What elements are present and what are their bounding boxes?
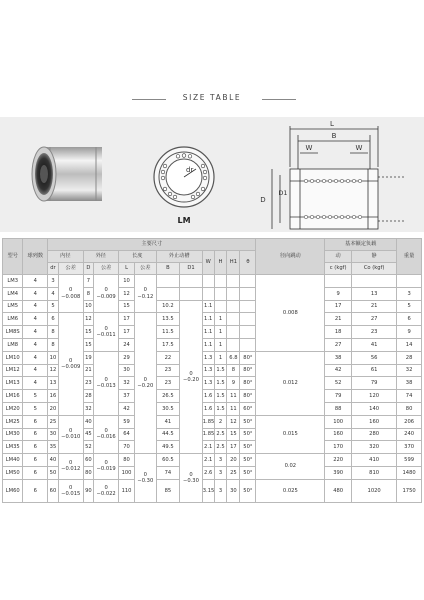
cell-h: 1.5 <box>214 390 227 403</box>
cell-model: LM60 <box>3 479 23 502</box>
cell-static-load: 140 <box>352 402 397 415</box>
cell-length: 37 <box>118 390 134 403</box>
header-main-dimensions: 主要尺寸 <box>48 239 256 251</box>
cell-model: LM40 <box>3 454 23 467</box>
cell-h: 2.5 <box>214 441 227 454</box>
cell-w: 2.6 <box>202 466 214 479</box>
size-table-heading <box>0 93 424 105</box>
cell-h: 2.5 <box>214 428 227 441</box>
cell-dynamic-load: 480 <box>325 479 352 502</box>
cell-dynamic-load: 170 <box>325 441 352 454</box>
cell-h1: 6.8 <box>227 351 240 364</box>
cell-ball-rows: 6 <box>23 454 48 467</box>
cell-h1 <box>227 275 240 288</box>
cell-ball-rows: 4 <box>23 300 48 313</box>
cell-h1: 20 <box>227 454 240 467</box>
header-basic-load: 基本额定负载 <box>325 239 397 251</box>
cell-radial-clearance: 0.015 <box>256 415 325 453</box>
cell-weight: 80 <box>397 402 422 415</box>
cell-weight: 38 <box>397 377 422 390</box>
header-d: D <box>83 263 94 275</box>
cell-b: 23 <box>156 364 180 377</box>
size-table <box>2 238 422 503</box>
cell-outer-d: 80 <box>83 466 94 479</box>
cell-weight <box>397 275 422 288</box>
cell-h1 <box>227 287 240 300</box>
header-theta: θ <box>240 251 256 275</box>
cell-b: 60.5 <box>156 454 180 467</box>
table-row <box>3 454 422 467</box>
cell-radial-clearance: 0.02 <box>256 454 325 480</box>
header-row-groups <box>3 251 422 263</box>
cell-outer-d: 32 <box>83 402 94 415</box>
cell-dynamic-load: 9 <box>325 287 352 300</box>
cell-w: 1.3 <box>202 351 214 364</box>
cell-ball-rows: 4 <box>23 338 48 351</box>
header-w: W <box>202 251 214 275</box>
cell-ball-rows: 4 <box>23 326 48 339</box>
cell-weight: 5 <box>397 300 422 313</box>
cell-weight: 206 <box>397 415 422 428</box>
cell-dr: 12 <box>48 364 59 377</box>
cell-ball-rows: 4 <box>23 364 48 377</box>
cell-length: 42 <box>118 402 134 415</box>
cell-model: LM8 <box>3 338 23 351</box>
cell-dr: 35 <box>48 441 59 454</box>
header-h1: H1 <box>227 251 240 275</box>
header-outer-diameter: 外径 <box>83 251 118 263</box>
cell-weight: 6 <box>397 313 422 326</box>
cell-length: 59 <box>118 415 134 428</box>
cell-theta: 50° <box>240 466 256 479</box>
cell-static-load: 23 <box>352 326 397 339</box>
cell-w: 1.6 <box>202 402 214 415</box>
cell-b: 41 <box>156 415 180 428</box>
cell-model: LM20 <box>3 402 23 415</box>
cell-length: 80 <box>118 454 134 467</box>
cell-b <box>156 287 180 300</box>
cell-dr-tolerance: 0 −0.012 <box>58 454 83 480</box>
cell-h1: 11 <box>227 402 240 415</box>
cell-b: 74 <box>156 466 180 479</box>
cell-h1: 8 <box>227 364 240 377</box>
cell-dynamic-load: 38 <box>325 351 352 364</box>
cell-length: 110 <box>118 479 134 502</box>
cell-outer-d: 90 <box>83 479 94 502</box>
cell-length: 64 <box>118 428 134 441</box>
cell-h: 1 <box>214 326 227 339</box>
cell-outer-d: 7 <box>83 275 94 288</box>
cell-dr: 40 <box>48 454 59 467</box>
cell-outer-d: 45 <box>83 428 94 441</box>
w-dimension-label-left: W <box>305 144 313 152</box>
cell-static-load: 21 <box>352 300 397 313</box>
cell-ball-rows: 6 <box>23 466 48 479</box>
cell-weight: 370 <box>397 441 422 454</box>
cell-b: 49.5 <box>156 441 180 454</box>
cell-length: 70 <box>118 441 134 454</box>
cell-dr: 10 <box>48 351 59 364</box>
cell-w: 1.85 <box>202 428 214 441</box>
cell-dr: 25 <box>48 415 59 428</box>
cell-h: 3 <box>214 454 227 467</box>
cell-length: 12 <box>118 287 134 300</box>
d1-dimension-label: D1 <box>278 189 288 197</box>
cell-theta: 50° <box>240 454 256 467</box>
cell-b: 22 <box>156 351 180 364</box>
cell-dr: 50 <box>48 466 59 479</box>
cell-b: 30.5 <box>156 402 180 415</box>
cell-h1 <box>227 326 240 339</box>
cell-model: LM3 <box>3 275 23 288</box>
cell-dynamic-load: 27 <box>325 338 352 351</box>
heading-rule-right <box>262 99 296 100</box>
cell-weight: 1480 <box>397 466 422 479</box>
size-table-body <box>3 239 422 503</box>
cell-h1: 12 <box>227 415 240 428</box>
cell-static-load: 280 <box>352 428 397 441</box>
cell-weight: 240 <box>397 428 422 441</box>
cell-dr-tolerance: 0 −0.010 <box>58 415 83 453</box>
cell-d-tolerance: 0 −0.019 <box>94 454 119 480</box>
cell-h1: 9 <box>227 377 240 390</box>
cell-w: 1.1 <box>202 313 214 326</box>
cell-length: 15 <box>118 300 134 313</box>
bearing-diagram-band <box>0 117 424 232</box>
header-radial-clearance: 径向跳动 <box>256 239 325 275</box>
cell-ball-rows: 6 <box>23 415 48 428</box>
cell-h: 1 <box>214 351 227 364</box>
cell-outer-d: 40 <box>83 415 94 428</box>
cell-h1: 25 <box>227 466 240 479</box>
cell-ball-rows: 6 <box>23 441 48 454</box>
cell-w: 2.1 <box>202 454 214 467</box>
cell-theta <box>240 287 256 300</box>
cell-theta <box>240 275 256 288</box>
cell-w: 1.3 <box>202 377 214 390</box>
bearing-profile-drawing-icon <box>272 126 404 229</box>
b-dimension-label: B <box>331 132 337 140</box>
cell-length: 24 <box>118 338 134 351</box>
cell-static-load: 320 <box>352 441 397 454</box>
cell-theta: 50° <box>240 441 256 454</box>
cell-ball-rows: 4 <box>23 313 48 326</box>
cell-weight: 32 <box>397 364 422 377</box>
cell-dr: 4 <box>48 287 59 300</box>
header-retaining-ring: 外止动槽 <box>156 251 202 263</box>
cell-length: 10 <box>118 275 134 288</box>
header-l-tolerance: 公差 <box>135 263 156 275</box>
cell-model: LM6 <box>3 313 23 326</box>
cell-w: 1.3 <box>202 364 214 377</box>
cell-b: 44.5 <box>156 428 180 441</box>
cell-h1: 30 <box>227 479 240 502</box>
cell-theta: 50° <box>240 428 256 441</box>
cell-h <box>214 275 227 288</box>
d-dimension-label: D <box>260 196 266 204</box>
cell-model: LM4 <box>3 287 23 300</box>
cell-outer-d: 19 <box>83 351 94 364</box>
cell-h: 1 <box>214 313 227 326</box>
table-row <box>3 275 422 288</box>
cell-h: 1.5 <box>214 377 227 390</box>
cell-model: LM16 <box>3 390 23 403</box>
cell-model: LM30 <box>3 428 23 441</box>
bearing-photo-icon <box>32 147 102 201</box>
cell-theta <box>240 300 256 313</box>
cell-model: LM50 <box>3 466 23 479</box>
cell-dynamic-load: 100 <box>325 415 352 428</box>
cell-weight: 599 <box>397 454 422 467</box>
cell-h1 <box>227 300 240 313</box>
cell-weight: 14 <box>397 338 422 351</box>
cell-w: 2.1 <box>202 441 214 454</box>
page-title: SIZE TABLE <box>182 93 242 102</box>
cell-weight: 28 <box>397 351 422 364</box>
cell-h1 <box>227 313 240 326</box>
cell-d-tolerance: 0 −0.013 <box>94 351 119 415</box>
cell-b: 85 <box>156 479 180 502</box>
cell-dr: 5 <box>48 300 59 313</box>
cell-length: 32 <box>118 377 134 390</box>
cell-outer-d: 8 <box>83 287 94 300</box>
cell-l-tolerance: 0 −0.30 <box>135 454 156 503</box>
cell-model: LM35 <box>3 441 23 454</box>
cell-ball-rows: 6 <box>23 428 48 441</box>
header-dynamic: 动 <box>325 251 352 263</box>
cell-dr: 60 <box>48 479 59 502</box>
cell-w: 1.6 <box>202 390 214 403</box>
cell-h1: 11 <box>227 390 240 403</box>
cell-w: 1.1 <box>202 300 214 313</box>
cell-dynamic-load: 390 <box>325 466 352 479</box>
cell-model: LM12 <box>3 364 23 377</box>
cell-length: 100 <box>118 466 134 479</box>
cell-theta: 50° <box>240 415 256 428</box>
cell-h: 1.5 <box>214 402 227 415</box>
cell-static-load: 160 <box>352 415 397 428</box>
cell-b: 23 <box>156 377 180 390</box>
cell-dr: 13 <box>48 377 59 390</box>
cell-h <box>214 287 227 300</box>
cell-theta: 80° <box>240 390 256 403</box>
header-static: 静 <box>352 251 397 263</box>
cell-dr: 30 <box>48 428 59 441</box>
cell-outer-d: 60 <box>83 454 94 467</box>
cell-outer-d: 23 <box>83 377 94 390</box>
cell-h1 <box>227 338 240 351</box>
cell-dr-tolerance: 0 −0.008 <box>58 275 83 313</box>
cell-ball-rows: 5 <box>23 390 48 403</box>
cell-static-load: 1020 <box>352 479 397 502</box>
cell-theta: 60° <box>240 402 256 415</box>
cell-theta: 80° <box>240 377 256 390</box>
cell-model: LM8S <box>3 326 23 339</box>
cell-length: 17 <box>118 326 134 339</box>
cell-weight: 1750 <box>397 479 422 502</box>
cell-h: 3 <box>214 466 227 479</box>
cell-theta <box>240 326 256 339</box>
cell-static-load: 56 <box>352 351 397 364</box>
cell-dr: 6 <box>48 313 59 326</box>
cell-dynamic-load: 17 <box>325 300 352 313</box>
cell-b-tolerance: 0 −0.30 <box>180 454 203 503</box>
header-inner-diameter: 内径 <box>48 251 83 263</box>
cell-dynamic-load: 220 <box>325 454 352 467</box>
cell-outer-d: 28 <box>83 390 94 403</box>
cell-l-tolerance: 0 −0.20 <box>135 313 156 454</box>
header-b: B <box>156 263 180 275</box>
header-h: H <box>214 251 227 275</box>
cell-length: 29 <box>118 351 134 364</box>
cell-weight: 74 <box>397 390 422 403</box>
bearing-drawings <box>0 117 424 232</box>
cell-w: 1.85 <box>202 415 214 428</box>
cell-outer-d: 15 <box>83 338 94 351</box>
header-row-main <box>3 239 422 251</box>
header-d-tolerance: 公差 <box>94 263 119 275</box>
cell-b: 11.5 <box>156 326 180 339</box>
cell-ball-rows: 5 <box>23 402 48 415</box>
cell-length: 30 <box>118 364 134 377</box>
cell-theta: 50° <box>240 479 256 502</box>
cell-ball-rows: 4 <box>23 287 48 300</box>
w-dimension-label-right: W <box>355 144 363 152</box>
cell-b: 13.5 <box>156 313 180 326</box>
cell-d-tolerance: 0 −0.011 <box>94 313 119 351</box>
cell-h: 3 <box>214 479 227 502</box>
cell-h <box>214 300 227 313</box>
cell-static-load: 27 <box>352 313 397 326</box>
cell-dr: 3 <box>48 275 59 288</box>
cell-h1: 17 <box>227 441 240 454</box>
cell-static-load: 41 <box>352 338 397 351</box>
cell-dr: 8 <box>48 326 59 339</box>
cell-length: 17 <box>118 313 134 326</box>
cell-radial-clearance: 0.012 <box>256 351 325 415</box>
cell-d-tolerance: 0 −0.009 <box>94 275 119 313</box>
cell-theta: 80° <box>240 364 256 377</box>
cell-d-tolerance: 0 −0.022 <box>94 479 119 502</box>
cell-outer-d: 10 <box>83 300 94 313</box>
cell-h: 1 <box>214 338 227 351</box>
cell-w <box>202 275 214 288</box>
cell-dynamic-load: 18 <box>325 326 352 339</box>
cell-static-load: 79 <box>352 377 397 390</box>
cell-w <box>202 287 214 300</box>
cell-static-load: 120 <box>352 390 397 403</box>
table-row <box>3 313 422 326</box>
cell-radial-clearance: 0.025 <box>256 479 325 502</box>
cell-ball-rows: 4 <box>23 377 48 390</box>
cell-l-tolerance: 0 −0.12 <box>135 275 156 313</box>
cell-dr: 16 <box>48 390 59 403</box>
header-weight: 重量 <box>397 239 422 275</box>
cell-w: 3.15 <box>202 479 214 502</box>
cell-b <box>156 275 180 288</box>
header-model: 型号 <box>3 239 23 275</box>
cell-model: LM5 <box>3 300 23 313</box>
cell-theta: 80° <box>240 351 256 364</box>
cell-h: 1.5 <box>214 364 227 377</box>
table-row <box>3 479 422 502</box>
cell-static-load: 810 <box>352 466 397 479</box>
cell-b: 17.5 <box>156 338 180 351</box>
cell-outer-d: 52 <box>83 441 94 454</box>
cell-static-load: 13 <box>352 287 397 300</box>
cell-dr: 8 <box>48 338 59 351</box>
cell-outer-d: 21 <box>83 364 94 377</box>
cell-static-load <box>352 275 397 288</box>
cell-weight: 9 <box>397 326 422 339</box>
cell-w: 1.1 <box>202 338 214 351</box>
cell-model: LM10 <box>3 351 23 364</box>
cell-outer-d: 15 <box>83 326 94 339</box>
cell-ball-rows: 4 <box>23 351 48 364</box>
header-length: 长度 <box>118 251 156 263</box>
header-ball-rows: 球列数 <box>23 239 48 275</box>
header-co-unit: Co (kgf) <box>352 263 397 275</box>
header-dr: dr <box>48 263 59 275</box>
cell-h1: 15 <box>227 428 240 441</box>
cell-dr-tolerance: 0 −0.015 <box>58 479 83 502</box>
cell-dr: 20 <box>48 402 59 415</box>
cell-dynamic-load: 21 <box>325 313 352 326</box>
cell-ball-rows: 4 <box>23 275 48 288</box>
header-c-unit: c (kgf) <box>325 263 352 275</box>
cell-dynamic-load: 52 <box>325 377 352 390</box>
cell-radial-clearance: 0.008 <box>256 275 325 352</box>
cell-theta <box>240 338 256 351</box>
cell-dynamic-load: 42 <box>325 364 352 377</box>
cell-static-load: 61 <box>352 364 397 377</box>
cell-outer-d: 12 <box>83 313 94 326</box>
cell-b: 10.2 <box>156 300 180 313</box>
cell-dynamic-load: 160 <box>325 428 352 441</box>
header-dr-tolerance: 公差 <box>58 263 83 275</box>
cell-b: 26.5 <box>156 390 180 403</box>
cell-h: 2 <box>214 415 227 428</box>
dr-dimension-label: dr <box>186 166 194 174</box>
cell-b-tolerance: 0 −0.20 <box>180 300 203 454</box>
cell-static-load: 410 <box>352 454 397 467</box>
header-l: L <box>118 263 134 275</box>
cell-model: LM13 <box>3 377 23 390</box>
bearing-cross-section-icon <box>154 147 214 225</box>
cell-d-tolerance: 0 −0.016 <box>94 415 119 453</box>
table-row <box>3 415 422 428</box>
cell-b-tolerance <box>180 287 203 300</box>
cell-b-tolerance <box>180 275 203 288</box>
cell-dr-tolerance: 0 −0.009 <box>58 313 83 415</box>
header-d1: D1 <box>180 263 203 275</box>
cell-dynamic-load: 88 <box>325 402 352 415</box>
cell-w: 1.1 <box>202 326 214 339</box>
cell-dynamic-load <box>325 275 352 288</box>
cell-ball-rows: 6 <box>23 479 48 502</box>
cell-weight: 3 <box>397 287 422 300</box>
cell-theta <box>240 313 256 326</box>
cell-model: LM25 <box>3 415 23 428</box>
cell-dynamic-load: 79 <box>325 390 352 403</box>
l-dimension-label: L <box>330 120 334 128</box>
product-label: LM <box>177 216 191 225</box>
